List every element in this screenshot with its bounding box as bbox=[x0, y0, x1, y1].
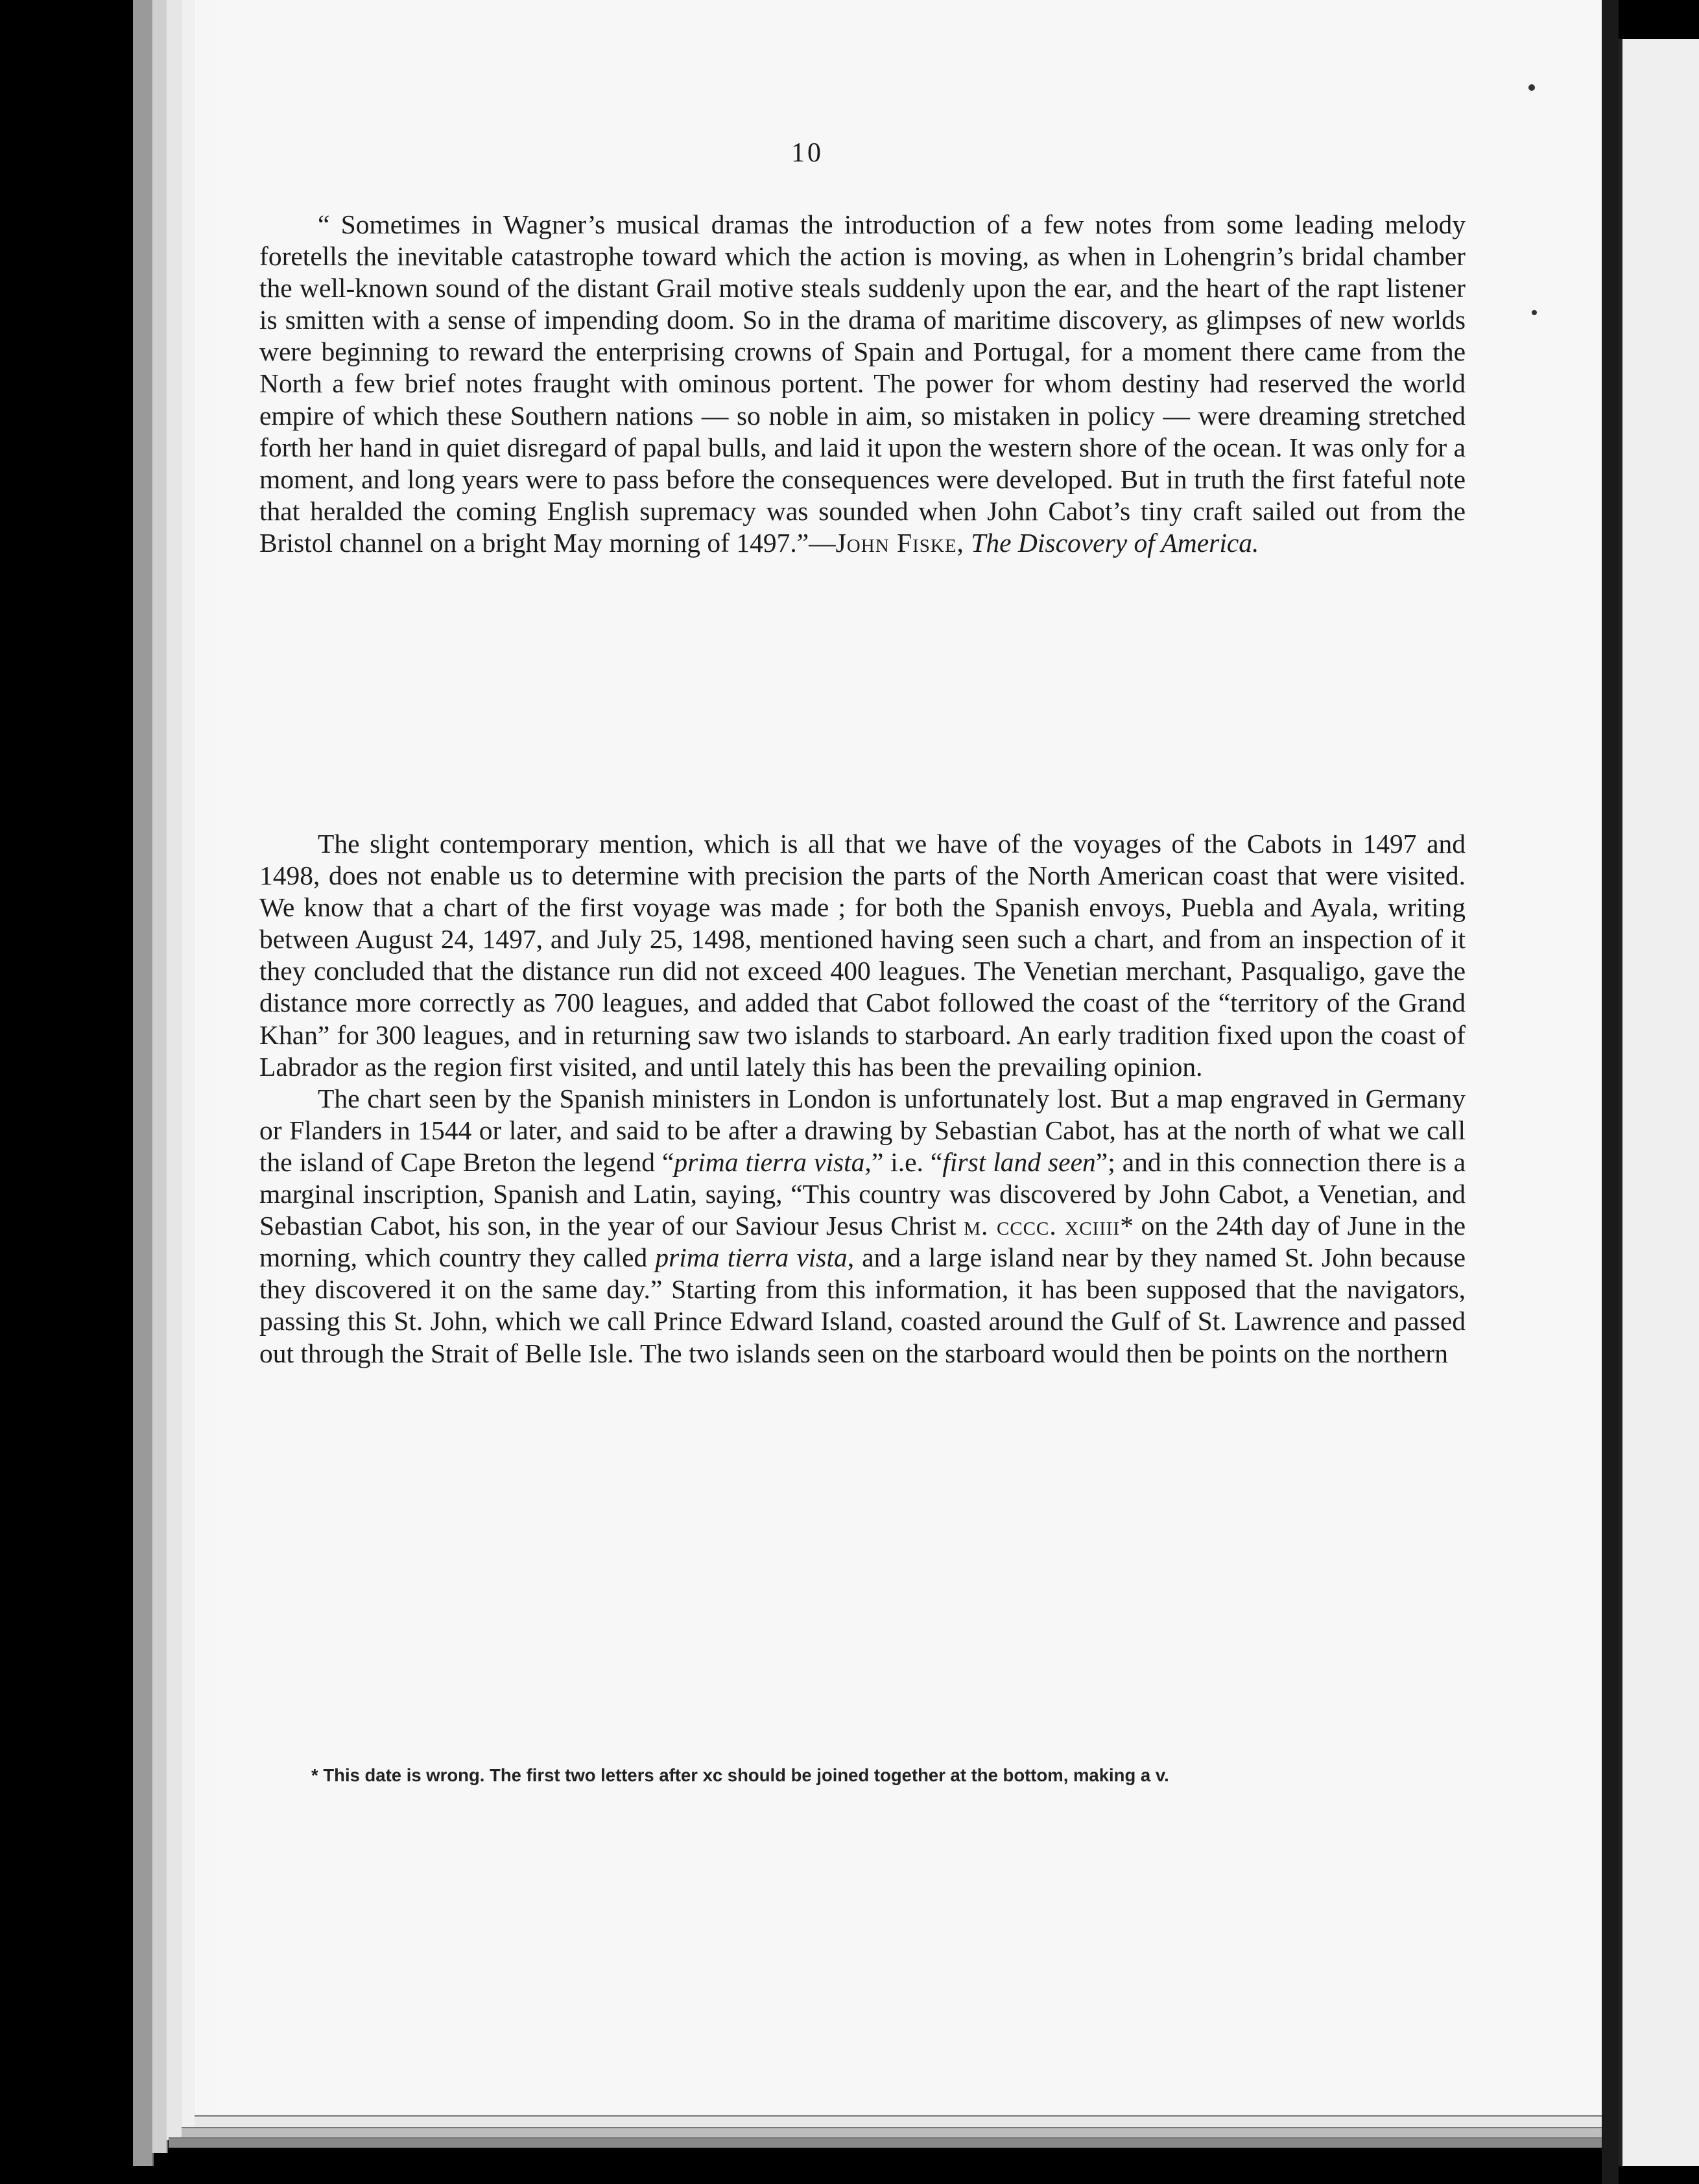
page-bottom-edge bbox=[195, 2115, 1602, 2128]
body-italic-run: prima tierra vista, bbox=[674, 1146, 872, 1177]
quote-source-title: The Discovery of America. bbox=[971, 527, 1259, 558]
body-text-run: * on the 24th day of June in the morning, which country they called bbox=[259, 1211, 1466, 1273]
body-date-smallcaps: m. cccc. xciiii bbox=[964, 1211, 1121, 1241]
footnote-text: * This date is wrong. The first two letters after xc should be joined together at the bottom, making a v. bbox=[311, 1765, 1169, 1785]
body-text bbox=[259, 828, 1466, 1370]
scan-speck bbox=[1532, 310, 1537, 315]
body-text-run: The chart seen by the Spanish ministers in London is unfortunately lost. But a map engraved in Germany or Flanders in 1544 or later, and said to be after a drawing by Sebastian Cabot, has at the north of what we call the island of Cape Breton the legend “ bbox=[259, 1083, 1466, 1177]
page-edge bbox=[133, 0, 154, 2166]
epigraph-quote bbox=[259, 209, 1466, 559]
quote-paragraph bbox=[259, 209, 1466, 559]
body-text-run: , and a large island near by they named St. John because they discovered it on the same day.” Starting from this information, it has been supposed that the navigators, passing this St. John, which we call Prince Edward Island, coasted around the Gulf of St. Lawrence and passed out through the Strait of Belle Isle. The two islands seen on the starboard would then be points on the northern bbox=[259, 1242, 1466, 1368]
body-text-run: ”; and in this connection there is a marginal inscription, Spanish and Latin, saying, “This country was discovered by John Cabot, a Venetian, and Sebastian Cabot, his son, in the year of our Saviour Jesus Christ bbox=[259, 1146, 1466, 1241]
quote-author: John Fiske, bbox=[835, 527, 964, 558]
spine-shadow bbox=[1602, 0, 1619, 2184]
body-text-run: ” i.e. “ bbox=[871, 1146, 943, 1177]
page-edge bbox=[182, 0, 196, 2133]
page-bottom-edge bbox=[169, 2137, 1608, 2148]
scan-speck bbox=[1528, 84, 1535, 91]
body-paragraph-1: The slight contemporary mention, which is all that we have of the voyages of the Cabots in 1497 and 1498, does not enable us to determine with precision the parts of the North American coast that were visited. We know that a chart of the first voyage was made ; for both the Spanish envoys, Puebla and Ayala, writing between August 24, 1497, and July 25, 1498, mentioned having seen such a chart, and from an inspection of it they concluded that the distance run did not exceed 400 leagues. The Venetian merchant, Pasqualigo, gave the distance more correctly as 700 leagues, and added that Cabot followed the coast of the “territory of the Grand Khan” for 300 leagues, and in returning saw two islands to starboard. An early tradition fixed upon the coast of Labrador as the region first visited, and until lately this has been the prevailing opinion. bbox=[259, 829, 1466, 1082]
facing-page-strip bbox=[1619, 39, 1699, 2166]
footnote bbox=[259, 1764, 1466, 1787]
page-number: 10 bbox=[791, 138, 824, 168]
page-edge bbox=[195, 0, 216, 2127]
body-italic-run: prima tierra vista bbox=[655, 1242, 848, 1273]
body-italic-run: first land seen bbox=[942, 1146, 1096, 1177]
page-edge bbox=[152, 0, 168, 2153]
body-paragraph-2 bbox=[259, 1083, 1466, 1370]
quote-text: “ Sometimes in Wagner’s musical dramas the introduction of a few notes from some leading melody foretells the inevitable catastrophe toward which the action is moving, as when in Lohengrin’s bridal chamber the well-known sound of the distant Grail motive steals suddenly upon the ear, and the heart of the rapt listener is smitten with a sense of impending doom. So in the drama of maritime discovery, as glimpses of new worlds were beginning to reward the enterprising crowns of Spain and Portugal, for a moment there came from the North a few brief notes fraught with ominous portent. The power for whom destiny had reserved the world empire of which these Southern nations — so noble in aim, so mistaken in policy — were dreaming stretched forth her hand in quiet disregard of papal bulls, and laid it upon the western shore of the ocean. It was only for a moment, and long years were to pass before the consequences were developed. But in truth the first fateful note that heralded the coming English supremacy was sounded when John Cabot’s tiny craft sailed out from the Bristol channel on a bright May morning of 1497.”— bbox=[259, 209, 1466, 558]
page-edge bbox=[167, 0, 184, 2140]
